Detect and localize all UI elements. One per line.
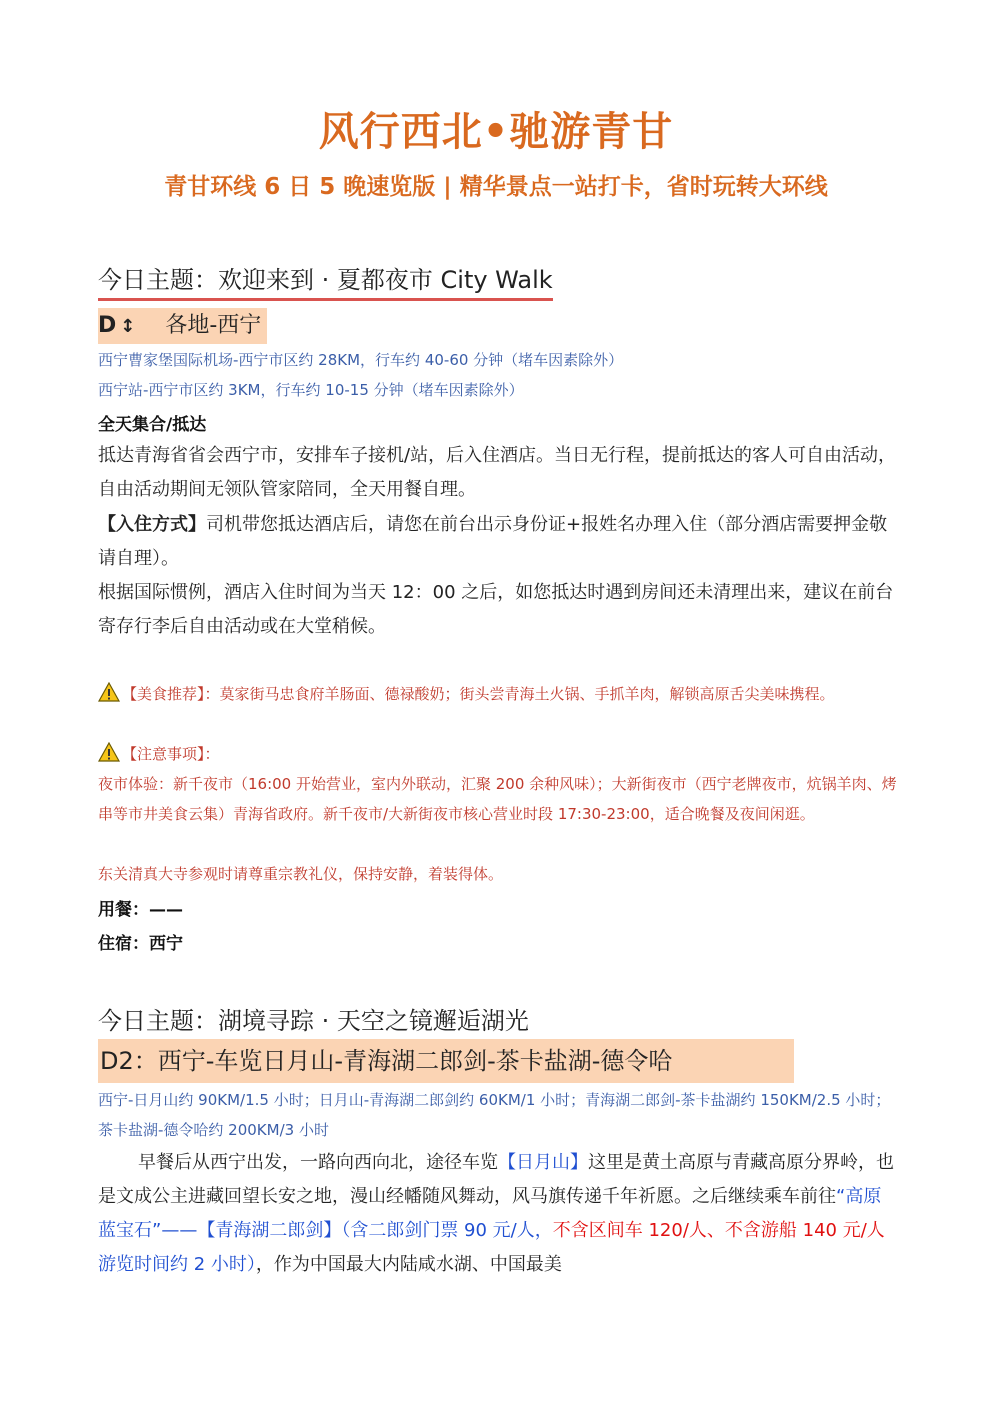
food-tip-text: 【美食推荐】：莫家街马忠食府羊肠面、德禄酸奶；街头尝青海土火锅、手抓羊肉，解锁高原舌尖美味携程。	[122, 685, 835, 703]
day1-transfer-airport: 西宁曹家堡国际机场-西宁市区约 28KM，行车约 40-60 分钟（堵车因素除外）	[98, 351, 624, 369]
ticket-excluded-text: 不含区间车 120/人、不含游船 140 元/人	[552, 1220, 885, 1241]
day1-notice-heading	[98, 739, 898, 769]
plateau-gem-label: “高原蓝宝石”——	[98, 1186, 882, 1241]
notice-heading-text: 【注意事项】：	[122, 745, 220, 763]
day2-label: D2：西宁-车览日月山-青海湖二郎剑-茶卡盐湖-德令哈	[98, 1039, 794, 1083]
day2-transfer: 西宁-日月山约 90KM/1.5 小时；日月山-青海湖二郎剑约 60KM/1 小时；青海湖二郎剑-茶卡盐湖约 150KM/2.5 小时；茶卡盐湖-德令哈约 200KM/3 小时	[98, 1091, 891, 1139]
qinghai-lake-label: 【青海湖二郎剑】	[197, 1220, 342, 1241]
day1-paragraph-arrival: 抵达青海省省会西宁市，安排车子接机/站，后入住酒店。当日无行程，提前抵达的客人可自由活动，自由活动期间无领队管家陪同，全天用餐自理。	[98, 445, 897, 500]
warning-icon	[98, 742, 120, 762]
riyue-mountain-label: 【日月山】	[498, 1152, 588, 1173]
day1-notice-night-market: 夜市体验：新千夜市（16:00 开始营业，室内外联动，汇聚 200 余种风味）；大新街夜市（西宁老牌夜市，炕锅羊肉、烤串等市井美食云集）青海省政府。新千夜市/大新街夜市核心营业时段 17:30-23:00，适合晚餐及夜间闲逛。	[98, 775, 897, 823]
day2-text-b: 这里是黄土高原与青藏高原分界岭，也是文成公主进藏回望长安之地，漫山经幡随风舞动，风马旗传递千年祈愿。之后继续乘车前往	[98, 1152, 894, 1207]
day1-paragraph-checkin	[98, 508, 898, 576]
day1-meals: 用餐：——	[98, 900, 183, 920]
day2-text-c: ，作为中国最大内陆咸水湖、中国最美	[255, 1254, 562, 1275]
day1-notice-mosque: 东关清真大寺参观时请尊重宗教礼仪，保持安静，着装得体。	[98, 865, 504, 883]
visit-duration-text: 游览时间约 2 小时）	[98, 1254, 256, 1275]
checkin-label: 【入住方式】	[98, 514, 206, 535]
day1-activity-heading: 全天集合/抵达	[98, 415, 207, 435]
day1-label-prefix: D	[98, 313, 117, 338]
page-title: 风行西北•驰游青甘	[318, 109, 674, 155]
warning-icon	[98, 682, 120, 702]
day1-label	[98, 308, 267, 344]
day1-lodging: 住宿：西宁	[98, 934, 183, 954]
day1-transfer-station: 西宁站-西宁市区约 3KM，行车约 10-15 分钟（堵车因素除外）	[98, 381, 524, 399]
ticket-included-text: （含二郎剑门票 90 元/人，	[341, 1220, 553, 1241]
day2-paragraph	[98, 1146, 898, 1282]
day1-theme: 今日主题：欢迎来到 · 夏都夜市 City Walk	[98, 260, 553, 301]
day2-theme: 今日主题：湖境寻踪 · 天空之镜邂逅湖光	[98, 1001, 529, 1042]
day1-paragraph-hotel: 根据国际惯例，酒店入住时间为当天 12：00 之后，如您抵达时遇到房间还未清理出来，建议在前台寄存行李后自由活动或在大堂稍候。	[98, 582, 894, 637]
day-number-icon: ↕	[120, 316, 136, 337]
page-subtitle: 青甘环线 6 日 5 晚速览版 | 精华景点一站打卡，省时玩转大环线	[164, 174, 828, 200]
day1-route: 各地-西宁	[165, 313, 262, 338]
day2-text-a: 早餐后从西宁出发，一路向西向北，途径车览	[138, 1152, 498, 1173]
checkin-text: 司机带您抵达酒店后，请您在前台出示身份证+报姓名办理入住（部分酒店需要押金敬请自理）。	[98, 514, 888, 569]
day1-food-tip	[98, 679, 898, 709]
